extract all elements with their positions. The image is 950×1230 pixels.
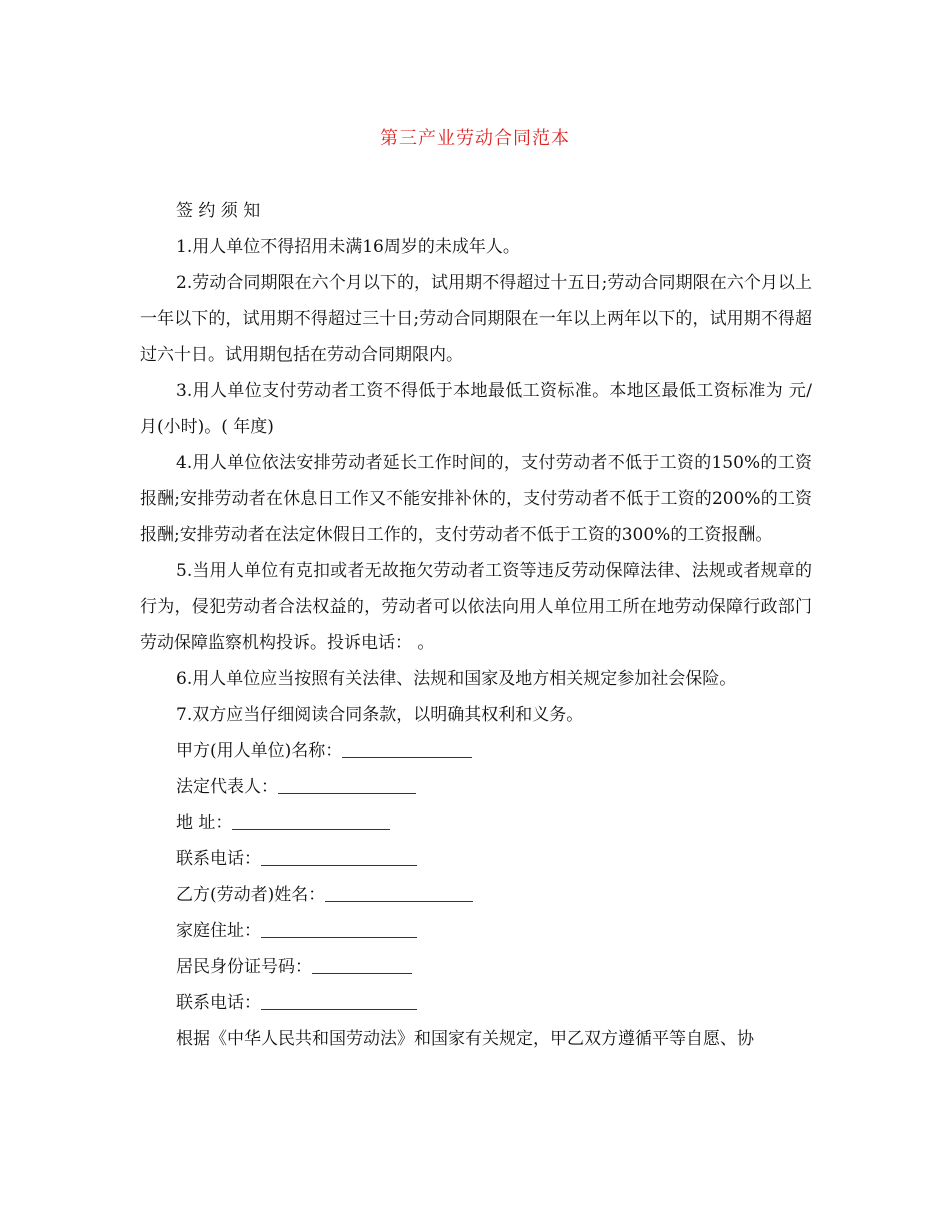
address-label: 地 址： bbox=[176, 813, 233, 833]
employer-phone-field bbox=[140, 841, 812, 877]
notice-item-1: 1.用人单位不得招用未满16周岁的未成年人。 bbox=[176, 237, 520, 257]
home-address-label: 家庭住址： bbox=[176, 921, 261, 941]
employee-phone-field bbox=[140, 985, 812, 1021]
closing-paragraph: 根据《中华人民共和国劳动法》和国家有关规定，甲乙双方遵循平等自愿、协 bbox=[176, 1029, 754, 1049]
employee-phone-blank bbox=[261, 991, 417, 1010]
notice-item-2: 2.劳动合同期限在六个月以下的，试用期不得超过十五日;劳动合同期限在六个月以上一年以下的，试用期不得超过三十日;劳动合同期限在一年以上两年以下的，试用期不得超过六十日。试用期包括在劳动合同期限内。 bbox=[140, 273, 812, 365]
home-address-field bbox=[140, 913, 812, 949]
employer-phone-blank bbox=[261, 847, 417, 866]
legal-rep-field bbox=[140, 769, 812, 805]
employer-phone-label: 联系电话： bbox=[176, 849, 261, 869]
document-title: 第三产业劳动合同范本 bbox=[380, 128, 570, 149]
employee-name-label: 乙方(劳动者)姓名： bbox=[176, 885, 326, 905]
id-number-field bbox=[140, 949, 812, 985]
legal-rep-label: 法定代表人： bbox=[176, 777, 278, 797]
address-blank bbox=[232, 811, 390, 830]
employee-name-blank bbox=[325, 883, 473, 902]
employer-name-field bbox=[140, 733, 812, 769]
notice-item-5: 5.当用人单位有克扣或者无故拖欠劳动者工资等违反劳动保障法律、法规或者规章的行为，侵犯劳动者合法权益的，劳动者可以依法向用人单位用工所在地劳动保障行政部门劳动保障监察机构投诉。投诉电话： 。 bbox=[140, 561, 812, 653]
employer-name-label: 甲方(用人单位)名称： bbox=[176, 741, 343, 761]
employee-phone-label: 联系电话： bbox=[176, 993, 261, 1013]
notice-item-6: 6.用人单位应当按照有关法律、法规和国家及地方相关规定参加社会保险。 bbox=[176, 669, 737, 689]
id-number-blank bbox=[312, 955, 412, 974]
document-body bbox=[140, 193, 812, 1057]
address-field bbox=[140, 805, 812, 841]
notice-item-4: 4.用人单位依法安排劳动者延长工作时间的，支付劳动者不低于工资的150%的工资报酬;安排劳动者在休息日工作又不能安排补休的，支付劳动者不低于工资的200%的工资报酬;安排劳动者在法定休假日工作的，支付劳动者不低于工资的300%的工资报酬。 bbox=[140, 453, 812, 545]
employee-name-field bbox=[140, 877, 812, 913]
legal-rep-blank bbox=[278, 775, 416, 794]
employer-name-blank bbox=[342, 739, 472, 758]
notice-heading: 签 约 须 知 bbox=[176, 201, 261, 221]
home-address-blank bbox=[261, 919, 417, 938]
notice-item-7: 7.双方应当仔细阅读合同条款，以明确其权利和义务。 bbox=[176, 705, 584, 725]
id-number-label: 居民身份证号码： bbox=[176, 957, 312, 977]
notice-item-3: 3.用人单位支付劳动者工资不得低于本地最低工资标准。本地区最低工资标准为 元/月(小时)。( 年度) bbox=[140, 381, 812, 437]
